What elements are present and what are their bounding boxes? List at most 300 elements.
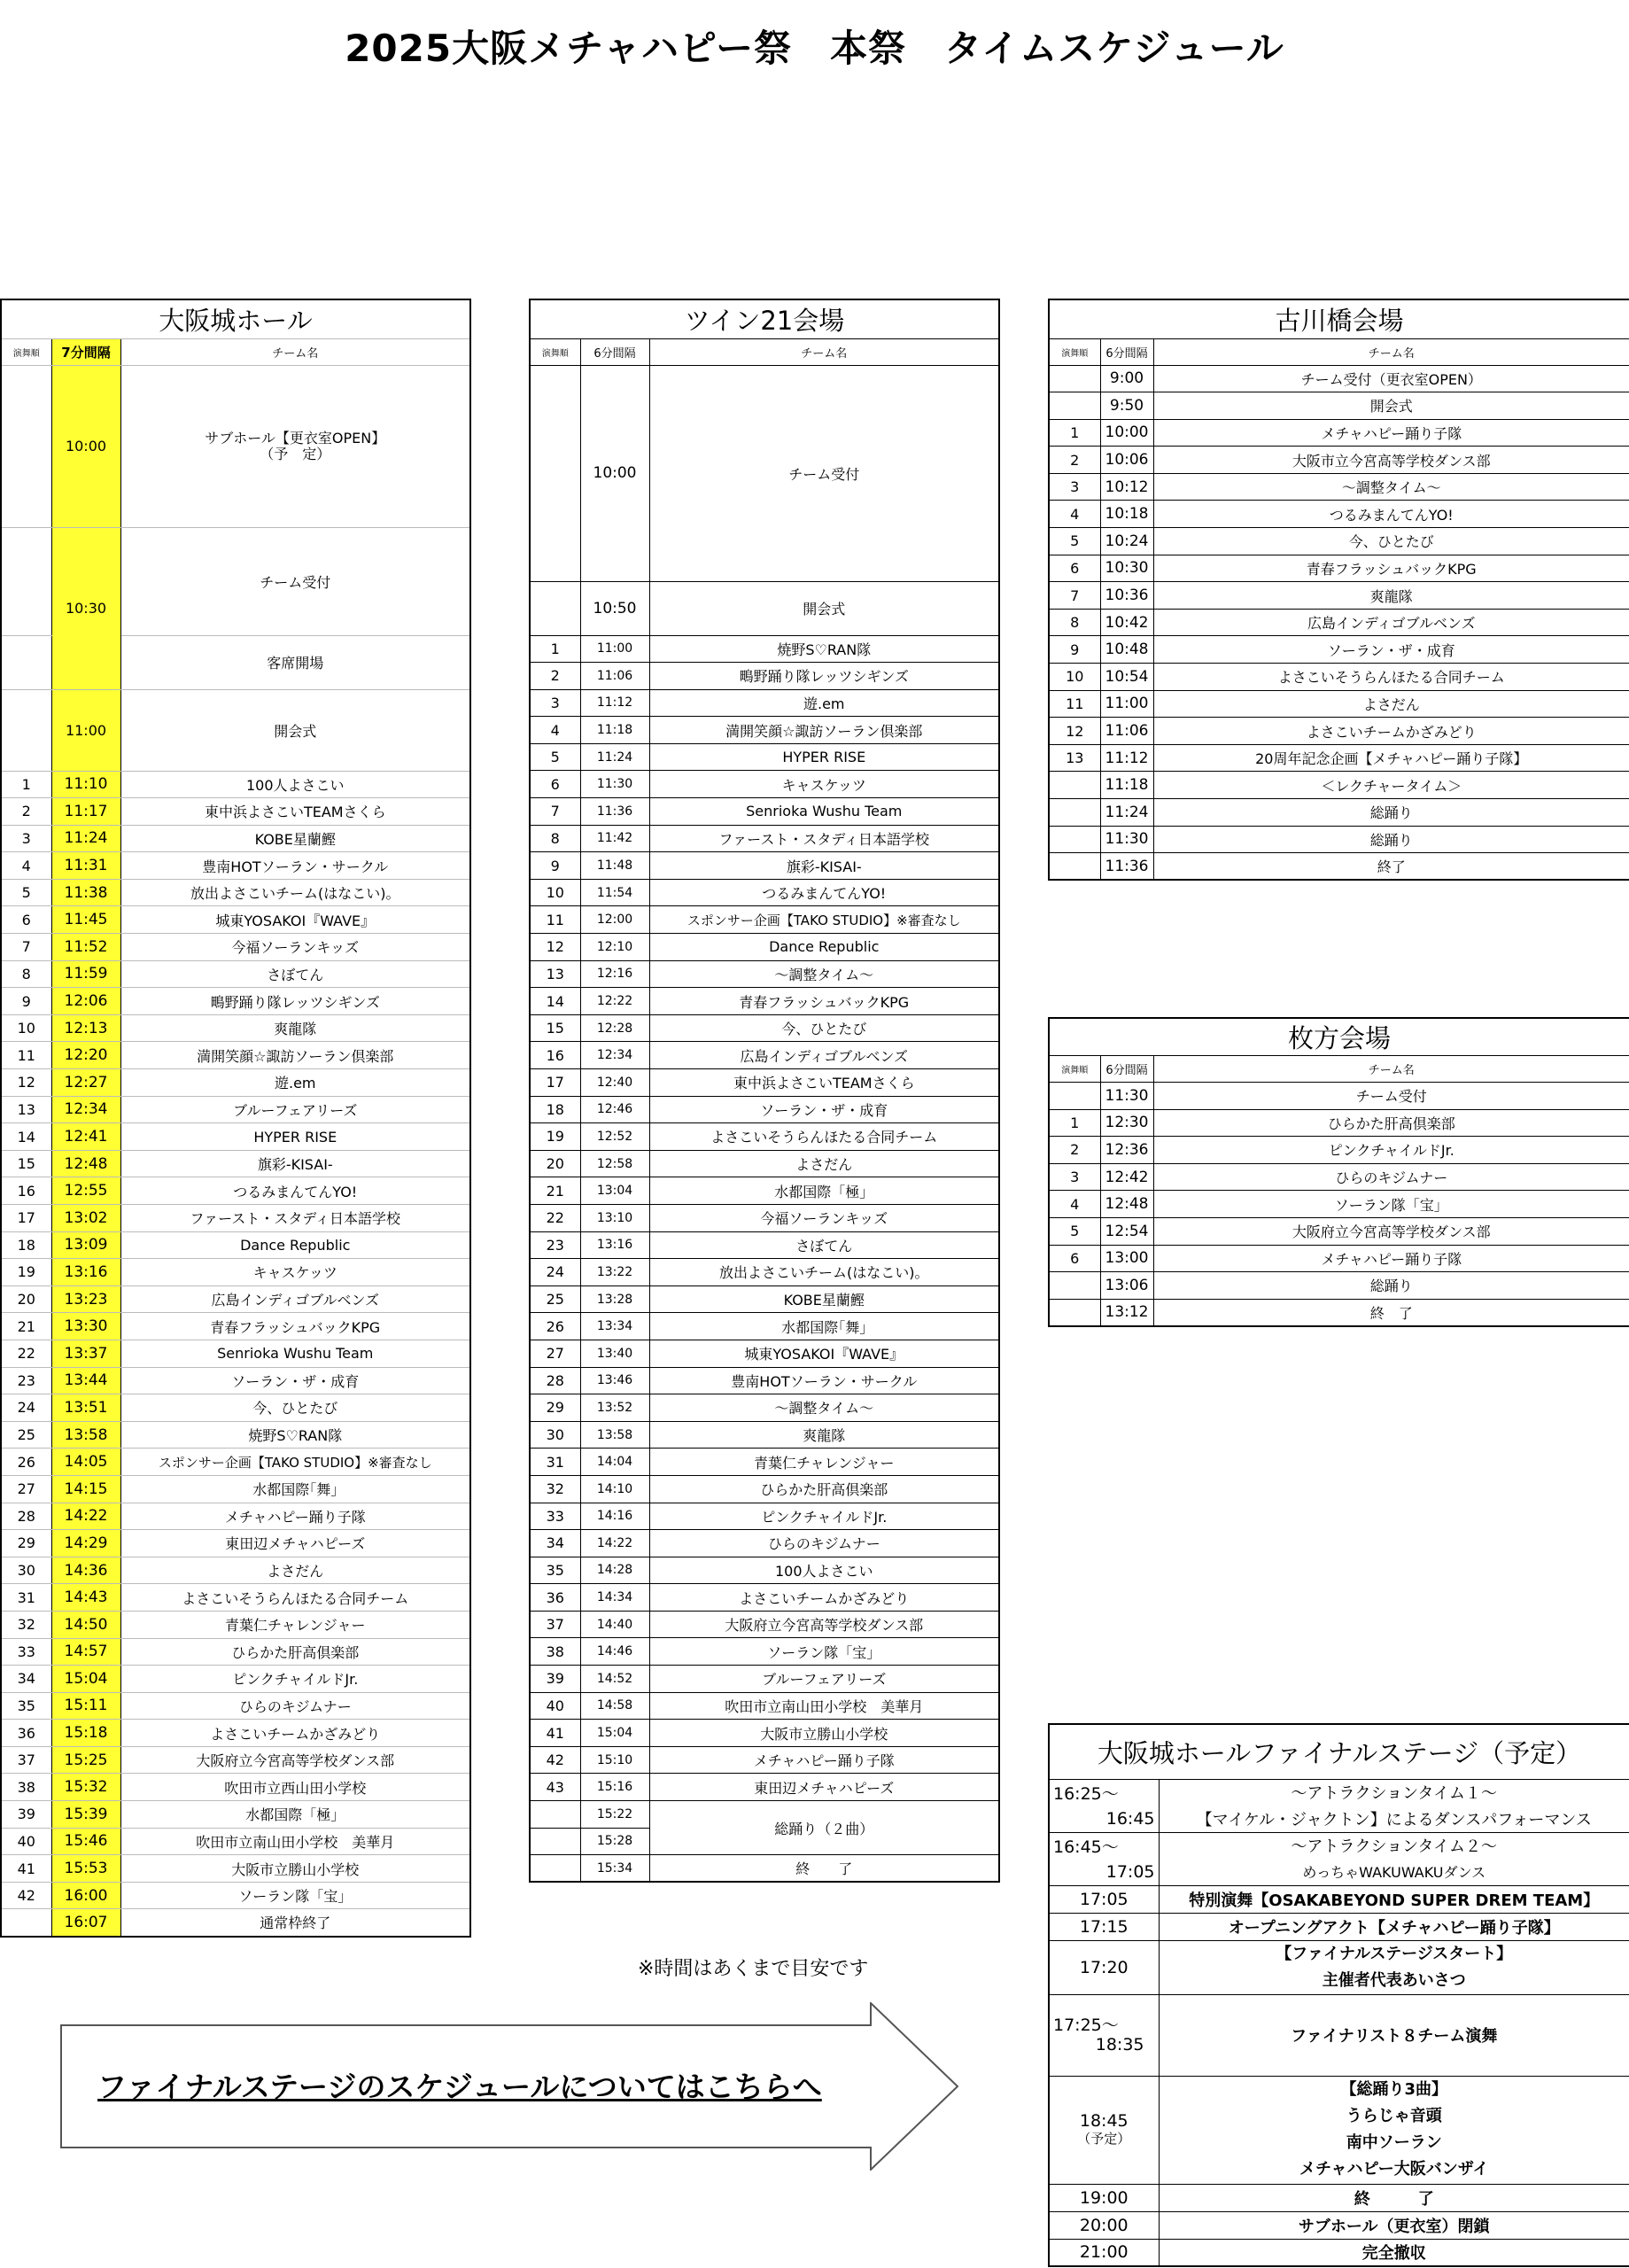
table-row — [1, 1259, 470, 1286]
order-cell: 40 — [1, 1828, 51, 1855]
time-cell: 13:02 — [51, 1205, 120, 1232]
time-cell: 15:53 — [51, 1855, 120, 1883]
time-cell: 16:07 — [51, 1909, 120, 1937]
table-row — [530, 771, 999, 798]
time-cell: 11:48 — [580, 852, 649, 880]
time-cell: 12:48 — [1100, 1191, 1153, 1218]
team-name-cell: 満開笑顔☆諏訪ソーラン倶楽部 — [120, 1042, 470, 1069]
col-team-header: チーム名 — [1153, 1056, 1629, 1083]
event-label: 【総踊り3曲】 — [1340, 2080, 1448, 2099]
table-row — [1, 1150, 470, 1177]
team-name-cell: つるみまんてんYO! — [120, 1177, 470, 1205]
order-cell — [1049, 1272, 1100, 1300]
table-row — [1, 1584, 470, 1612]
table-row — [1049, 419, 1629, 447]
team-name-cell: メチャハピー踊り子隊 — [649, 1746, 999, 1774]
order-cell — [1049, 365, 1100, 392]
event-label: うらじゃ音頭 — [1346, 2107, 1442, 2125]
team-name-cell: 広島インディゴブルベンズ — [649, 1042, 999, 1069]
time-cell: 11:36 — [580, 798, 649, 826]
time-cell: 12:34 — [51, 1096, 120, 1123]
time-cell: 10:00 — [51, 365, 120, 527]
time-cell: 15:32 — [51, 1774, 120, 1801]
team-name-cell: 今福ソーランキッズ — [649, 1204, 999, 1231]
block-label: 客席開場 — [120, 635, 470, 689]
table-row — [1049, 1109, 1629, 1137]
team-name-cell: 東田辺メチャハピーズ — [649, 1774, 999, 1801]
time-cell: 13:10 — [580, 1204, 649, 1231]
time-cell: 12:20 — [51, 1042, 120, 1069]
table-row — [1, 1475, 470, 1503]
team-name-cell: 水都国際「極」 — [649, 1177, 999, 1205]
team-name-cell: 広島インディゴブルベンズ — [1153, 609, 1629, 636]
time-cell: 15:18 — [51, 1720, 120, 1747]
table-row — [530, 1367, 999, 1394]
team-name-cell: よさだん — [649, 1150, 999, 1177]
time-cell: 9:50 — [1100, 392, 1153, 420]
order-cell: 13 — [1049, 744, 1100, 772]
block-label: チーム受付 — [120, 527, 470, 635]
time-cell: 11:59 — [51, 960, 120, 988]
team-name-cell: 鴫野踊り隊レッツシギンズ — [649, 663, 999, 690]
team-name-cell: ソーラン隊「宝」 — [120, 1882, 470, 1909]
team-name-cell: 豊南HOTソーラン・サークル — [649, 1367, 999, 1394]
time-cell: 13:09 — [51, 1231, 120, 1259]
team-name-cell: 青春フラッシュバックKPG — [1153, 555, 1629, 582]
order-cell: 14 — [530, 988, 580, 1015]
table-row — [1049, 636, 1629, 664]
table-row — [1, 1692, 470, 1720]
time-cell: 13:23 — [51, 1285, 120, 1313]
table-row — [1, 1828, 470, 1855]
team-name-cell: ひらかた肝高倶楽部 — [120, 1638, 470, 1666]
order-cell: 8 — [530, 825, 580, 852]
order-cell: 3 — [530, 689, 580, 717]
team-name-cell: ピンクチャイルドJr. — [649, 1503, 999, 1530]
team-name-cell: 東中浜よさこいTEAMさくら — [649, 1069, 999, 1097]
team-name-cell: HYPER RISE — [120, 1123, 470, 1151]
order-cell: 6 — [1, 906, 51, 934]
table-row — [1, 1666, 470, 1693]
table-row — [1049, 365, 1629, 392]
table-row — [530, 1123, 999, 1151]
order-cell: 23 — [530, 1231, 580, 1259]
block-label: サブホール【更衣室OPEN】 （予 定） — [120, 365, 470, 527]
order-cell: 22 — [530, 1204, 580, 1231]
order-cell: 9 — [1049, 636, 1100, 664]
team-name-cell: ソーラン隊「宝」 — [1153, 1191, 1629, 1218]
time-cell: 11:00 — [51, 689, 120, 771]
order-cell: 37 — [530, 1611, 580, 1638]
order-cell: 27 — [530, 1340, 580, 1367]
time-cell: 12:36 — [1100, 1137, 1153, 1164]
furukawabashi-schedule — [1048, 299, 1629, 881]
order-cell: 5 — [1, 879, 51, 906]
team-name-cell: 大阪市立勝山小学校 — [649, 1720, 999, 1747]
team-name-cell: チーム受付 — [1153, 1083, 1629, 1110]
time-cell: 13:16 — [51, 1259, 120, 1286]
order-cell: 13 — [530, 960, 580, 988]
table-row — [530, 1638, 999, 1666]
table-row — [530, 1692, 999, 1720]
order-cell: 20 — [1, 1285, 51, 1313]
time-cell: 13:40 — [580, 1340, 649, 1367]
table-row — [530, 1231, 999, 1259]
time-cell: 11:38 — [51, 879, 120, 906]
event-label: 特別演舞【OSAKABEYOND SUPER DREM TEAM】 — [1159, 1885, 1629, 1913]
team-name-cell: ひらのキジムナー — [1153, 1163, 1629, 1191]
team-name-cell: よさだん — [1153, 690, 1629, 718]
team-name-cell: 20周年記念企画【メチャハピー踊り子隊】 — [1153, 744, 1629, 772]
time-cell: 16:25～ — [1049, 1779, 1159, 1806]
table-row — [1, 1421, 470, 1449]
time-cell: 19:00 — [1049, 2184, 1159, 2211]
order-cell: 35 — [530, 1557, 580, 1584]
time-cell: 13:30 — [51, 1313, 120, 1340]
time-cell: 15:22 — [580, 1801, 649, 1829]
table-row — [1, 1449, 470, 1476]
table-row — [1, 906, 470, 934]
table-row — [530, 1774, 999, 1801]
order-cell: 23 — [1, 1367, 51, 1394]
time-cell: 16:45 — [1049, 1806, 1159, 1832]
team-name-cell: 吹田市立西山田小学校 — [120, 1774, 470, 1801]
time-cell: 15:11 — [51, 1692, 120, 1720]
time-cell: 13:34 — [580, 1313, 649, 1340]
time-cell: 10:12 — [1100, 473, 1153, 501]
team-name-cell: ひらのキジムナー — [120, 1692, 470, 1720]
table-row — [530, 1746, 999, 1774]
team-name-cell: ＜レクチャータイム＞ — [1153, 772, 1629, 799]
team-name-cell: キャスケッツ — [649, 771, 999, 798]
time-cell: 12:40 — [580, 1069, 649, 1097]
order-cell: 4 — [530, 717, 580, 744]
table-row — [530, 852, 999, 880]
time-cell: 17:20 — [1049, 1940, 1159, 1994]
team-name-cell: 吹田市立南山田小学校 美華月 — [120, 1828, 470, 1855]
time-cell: 12:54 — [1100, 1217, 1153, 1245]
time-cell: 12:27 — [51, 1069, 120, 1097]
team-name-cell: 総踊り — [1153, 826, 1629, 853]
time-cell: 10:50 — [580, 581, 649, 635]
table-row — [1049, 799, 1629, 827]
event-label: ファイナリスト８チーム演舞 — [1159, 1994, 1629, 2076]
order-cell: 30 — [1, 1557, 51, 1584]
table-row — [1, 1746, 470, 1774]
time-cell: 11:12 — [1100, 744, 1153, 772]
team-name-cell: 大阪市立今宮高等学校ダンス部 — [1153, 447, 1629, 474]
order-cell: 11 — [1, 1042, 51, 1069]
event-label: サブホール（更衣室）閉鎖 — [1159, 2211, 1629, 2239]
order-cell: 13 — [1, 1096, 51, 1123]
order-cell: 2 — [1049, 1137, 1100, 1164]
order-cell: 31 — [1, 1584, 51, 1612]
table-row — [530, 906, 999, 934]
table-row — [530, 1855, 999, 1883]
time-cell: 11:52 — [51, 934, 120, 961]
venue-title: 枚方会場 — [1049, 1018, 1629, 1056]
team-name-cell: メチャハピー踊り子隊 — [1153, 419, 1629, 447]
table-row — [1, 1069, 470, 1097]
time-cell: 14:22 — [580, 1530, 649, 1557]
table-row — [1049, 1191, 1629, 1218]
order-cell: 26 — [530, 1313, 580, 1340]
time-cell: 10:48 — [1100, 636, 1153, 664]
time-cell: 11:10 — [51, 771, 120, 798]
table-row — [1049, 501, 1629, 528]
order-cell: 10 — [530, 879, 580, 906]
event-label: 終 了 — [1159, 2184, 1629, 2211]
event-label: メチャハピー大阪バンザイ — [1299, 2160, 1489, 2179]
table-row — [530, 1475, 999, 1503]
order-cell — [530, 1855, 580, 1883]
time-cell: 11:30 — [1100, 826, 1153, 853]
team-name-cell: よさこいそうらんほたる合同チーム — [1153, 664, 1629, 691]
team-name-cell: 大阪府立今宮高等学校ダンス部 — [120, 1746, 470, 1774]
table-row — [1049, 826, 1629, 853]
table-row — [1, 1367, 470, 1394]
time-cell: 12:41 — [51, 1123, 120, 1151]
order-cell — [530, 581, 580, 635]
team-name-cell: メチャハピー踊り子隊 — [120, 1503, 470, 1530]
time-note: ※時間はあくまで目安です — [638, 1958, 869, 1980]
order-cell: 24 — [530, 1259, 580, 1286]
order-cell: 19 — [530, 1123, 580, 1151]
time-cell: 12:58 — [580, 1150, 649, 1177]
table-row — [1049, 853, 1629, 881]
order-cell: 27 — [1, 1475, 51, 1503]
time-cell: 11:24 — [580, 743, 649, 771]
order-cell: 36 — [1, 1720, 51, 1747]
time-cell: 17:05 — [1049, 1885, 1159, 1913]
order-cell: 24 — [1, 1394, 51, 1422]
table-row — [1, 1340, 470, 1367]
order-cell: 18 — [1, 1231, 51, 1259]
order-cell: 35 — [1, 1692, 51, 1720]
col-order-header: 演舞順 — [1049, 1056, 1100, 1083]
team-name-cell: 今、ひとたび — [120, 1394, 470, 1422]
time-cell: 12:10 — [580, 934, 649, 961]
table-row — [1, 1611, 470, 1638]
table-row — [1049, 609, 1629, 636]
team-name-cell: Senrioka Wushu Team — [649, 798, 999, 826]
time-cell: 11:30 — [580, 771, 649, 798]
time-cell: 13:44 — [51, 1367, 120, 1394]
team-name-cell: 今福ソーランキッズ — [120, 934, 470, 961]
final-stage-link[interactable]: ファイナルステージのスケジュールについてはこちらへ — [97, 2070, 822, 2104]
time-cell: 14:34 — [580, 1584, 649, 1612]
time-cell: 10:42 — [1100, 609, 1153, 636]
order-cell — [530, 1801, 580, 1829]
table-row — [1049, 690, 1629, 718]
team-name-cell: HYPER RISE — [649, 743, 999, 771]
team-name-cell: つるみまんてんYO! — [1153, 501, 1629, 528]
team-name-cell: 城東YOSAKOI『WAVE』 — [649, 1340, 999, 1367]
team-name-cell: ピンクチャイルドJr. — [120, 1666, 470, 1693]
time-cell: 14:29 — [51, 1530, 120, 1557]
time-cell: 12:55 — [51, 1177, 120, 1205]
team-name-cell: よさこいチームかざみどり — [1153, 718, 1629, 745]
venue-title: 大阪城ホール — [1, 299, 470, 338]
table-row — [1049, 1217, 1629, 1245]
table-row — [1, 1014, 470, 1042]
order-cell: 15 — [1, 1150, 51, 1177]
order-cell — [1049, 1299, 1100, 1326]
team-name-cell: ブルーフェアリーズ — [649, 1666, 999, 1693]
team-name-cell: 旗彩-KISAI- — [649, 852, 999, 880]
team-name-cell: Dance Republic — [120, 1231, 470, 1259]
order-cell: 43 — [530, 1774, 580, 1801]
team-name-cell: スポンサー企画【TAKO STUDIO】※審査なし — [120, 1449, 470, 1476]
table-row — [530, 663, 999, 690]
team-name-cell: 放出よさこいチーム(はなこい)。 — [120, 879, 470, 906]
time-cell: 16:00 — [51, 1882, 120, 1909]
order-cell: 32 — [1, 1611, 51, 1638]
order-cell: 5 — [1049, 1217, 1100, 1245]
time-cell: 13:28 — [580, 1285, 649, 1313]
time-cell: 14:10 — [580, 1475, 649, 1503]
order-cell: 22 — [1, 1340, 51, 1367]
table-row — [1, 1394, 470, 1422]
col-order-header: 演舞順 — [1, 338, 51, 365]
time-cell: 11:54 — [580, 879, 649, 906]
order-cell: 12 — [1, 1069, 51, 1097]
time-cell: 14:46 — [580, 1638, 649, 1666]
team-name-cell: 青葉仁チャレンジャー — [649, 1449, 999, 1476]
team-name-cell: ソーラン隊「宝」 — [649, 1638, 999, 1666]
team-name-cell: キャスケッツ — [120, 1259, 470, 1286]
order-cell — [530, 365, 580, 581]
time-cell: 13:52 — [580, 1394, 649, 1422]
event-label: 南中ソーラン — [1346, 2133, 1442, 2152]
order-cell: 1 — [1049, 1109, 1100, 1137]
table-row — [530, 1584, 999, 1612]
team-name-cell: 広島インディゴブルベンズ — [120, 1285, 470, 1313]
order-cell: 9 — [530, 852, 580, 880]
order-cell: 3 — [1049, 1163, 1100, 1191]
order-cell: 25 — [530, 1285, 580, 1313]
time-cell: 11:36 — [1100, 853, 1153, 881]
time-cell: 15:04 — [51, 1666, 120, 1693]
order-cell: 29 — [1, 1530, 51, 1557]
order-cell: 2 — [1049, 447, 1100, 474]
order-cell: 34 — [530, 1530, 580, 1557]
time-note: （予定） — [1077, 2131, 1131, 2147]
team-name-cell: ～調整タイム～ — [1153, 473, 1629, 501]
time-cell: 13:37 — [51, 1340, 120, 1367]
team-name-cell: 東田辺メチャハピーズ — [120, 1530, 470, 1557]
table-row — [530, 1285, 999, 1313]
time-cell: 16:45～ — [1049, 1832, 1159, 1859]
team-name-cell: 東中浜よさこいTEAMさくら — [120, 798, 470, 826]
table-row — [530, 1449, 999, 1476]
order-cell: 2 — [1, 798, 51, 826]
time-cell: 13:58 — [51, 1421, 120, 1449]
table-row — [1, 1231, 470, 1259]
order-cell: 4 — [1049, 501, 1100, 528]
table-row — [530, 1096, 999, 1123]
time-cell: 12:06 — [51, 988, 120, 1015]
team-name-cell: 終了 — [1153, 853, 1629, 881]
col-interval-header: 6分間隔 — [580, 338, 649, 365]
order-cell: 21 — [530, 1177, 580, 1205]
team-name-cell: 総踊り（２曲） — [649, 1801, 999, 1855]
time-cell: 10:36 — [1100, 582, 1153, 610]
order-cell: 5 — [530, 743, 580, 771]
order-cell: 39 — [1, 1801, 51, 1829]
order-cell: 31 — [530, 1449, 580, 1476]
order-cell: 16 — [530, 1042, 580, 1069]
team-name-cell: ピンクチャイルドJr. — [1153, 1137, 1629, 1164]
time-cell: 12:28 — [580, 1014, 649, 1042]
osaka-castle-hall-schedule — [0, 299, 471, 1938]
table-row — [1, 1720, 470, 1747]
venue-title: ツイン21会場 — [530, 299, 999, 338]
table-row — [530, 1313, 999, 1340]
event-label: ～アトラクションタイム２～ — [1159, 1832, 1629, 1859]
order-cell: 21 — [1, 1313, 51, 1340]
team-name-cell: ～調整タイム～ — [649, 960, 999, 988]
order-cell: 33 — [1, 1638, 51, 1666]
table-row — [1, 1801, 470, 1829]
table-row — [1, 1530, 470, 1557]
order-cell: 16 — [1, 1177, 51, 1205]
order-cell: 1 — [530, 635, 580, 663]
order-cell: 17 — [1, 1205, 51, 1232]
team-name-cell: さぼてん — [649, 1231, 999, 1259]
team-name-cell: 水都国際｢舞｣ — [120, 1475, 470, 1503]
col-order-header: 演舞順 — [530, 338, 580, 365]
team-name-cell: 焼野S♡RAN隊 — [120, 1421, 470, 1449]
col-order-header: 演舞順 — [1049, 338, 1100, 365]
order-cell: 30 — [530, 1421, 580, 1449]
team-name-cell: 総踊り — [1153, 799, 1629, 827]
col-team-header: チーム名 — [649, 338, 999, 365]
table-row — [530, 1150, 999, 1177]
time-cell: 13:58 — [580, 1421, 649, 1449]
table-row — [1, 1042, 470, 1069]
time-cell: 14:43 — [51, 1584, 120, 1612]
col-team-header: チーム名 — [1153, 338, 1629, 365]
table-row — [1, 852, 470, 880]
time-cell: 15:46 — [51, 1828, 120, 1855]
order-cell — [1049, 1083, 1100, 1110]
order-cell: 14 — [1, 1123, 51, 1151]
table-row — [530, 1042, 999, 1069]
time-cell: 11:24 — [51, 825, 120, 852]
table-row — [530, 1666, 999, 1693]
time-cell: 12:42 — [1100, 1163, 1153, 1191]
time-cell: 10:06 — [1100, 447, 1153, 474]
team-name-cell: 100人よさこい — [649, 1557, 999, 1584]
table-row — [530, 1720, 999, 1747]
time-cell: 14:15 — [51, 1475, 120, 1503]
time-cell: 15:25 — [51, 1746, 120, 1774]
order-cell: 6 — [1049, 1245, 1100, 1272]
order-cell: 38 — [1, 1774, 51, 1801]
order-cell: 12 — [530, 934, 580, 961]
time-cell: 13:16 — [580, 1231, 649, 1259]
table-row — [1049, 772, 1629, 799]
table-row — [530, 689, 999, 717]
team-name-cell: KOBE星蘭鰹 — [649, 1285, 999, 1313]
order-cell: 7 — [530, 798, 580, 826]
table-row — [1, 879, 470, 906]
table-row — [1049, 582, 1629, 610]
time-cell: 11:06 — [1100, 718, 1153, 745]
table-row — [1049, 1272, 1629, 1300]
team-name-cell: 鴫野踊り隊レッツシギンズ — [120, 988, 470, 1015]
